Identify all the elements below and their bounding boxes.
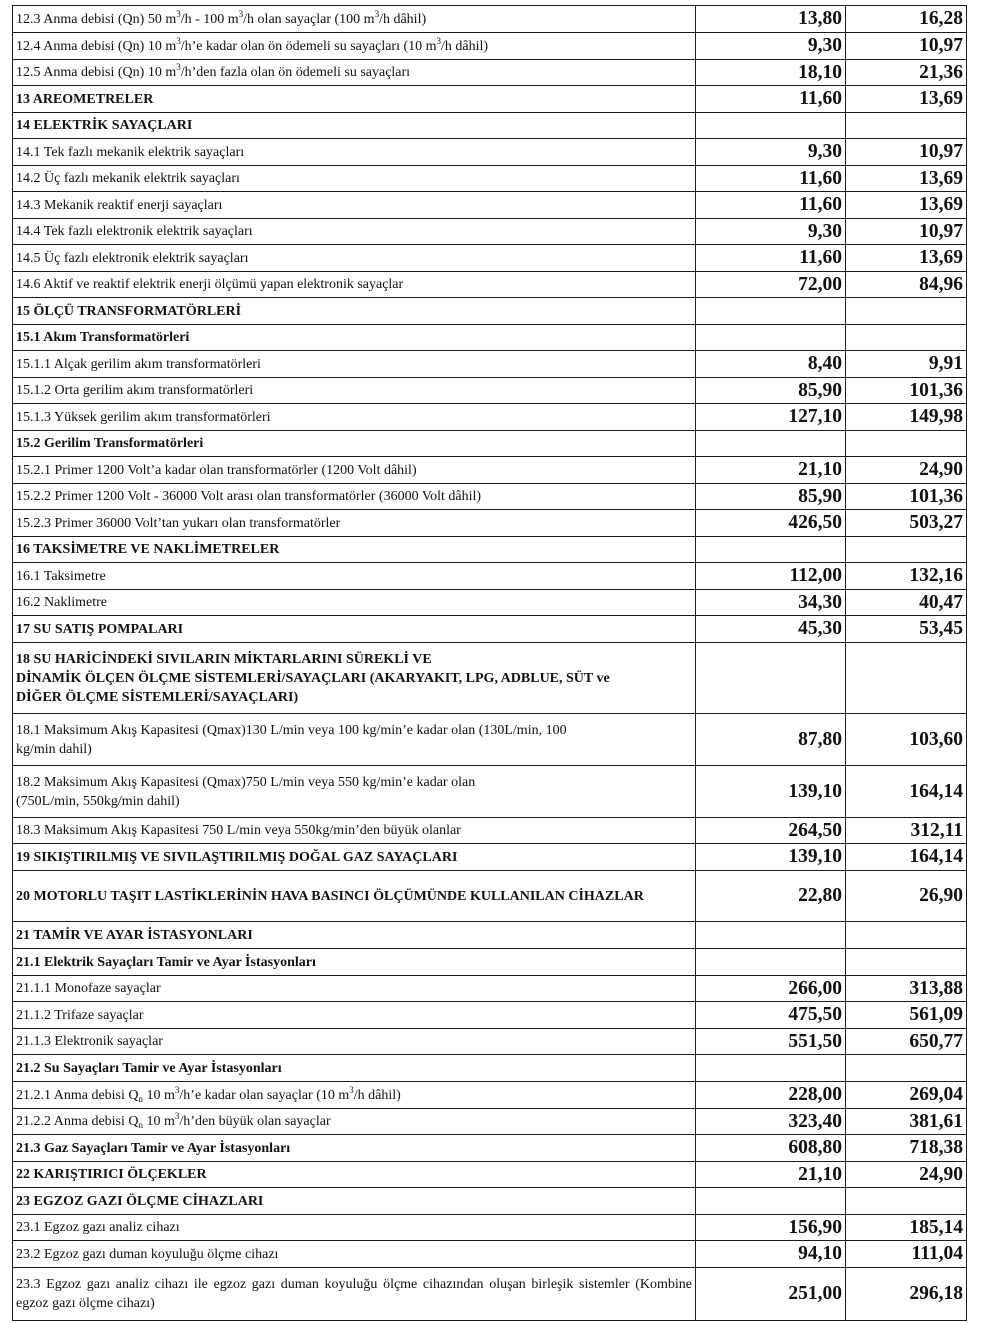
fee-value (696, 922, 846, 949)
table-row-16-1 (13, 563, 967, 590)
table-row-23 (13, 1188, 967, 1215)
fee-table (12, 5, 967, 1321)
table-row-15-2-1 (13, 457, 967, 484)
table-row-18-3 (13, 818, 967, 844)
item-description: 12.3 Anma debisi (Qn) 50 $m^3/h - 100$ $m^3/h$ olan sayaçlar (100 $m^3/h$ dâhil) (13, 6, 696, 33)
fee-value: 139,10 (696, 766, 846, 818)
fee-value: 475,50 (696, 1002, 846, 1029)
item-description: 15.2 Gerilim Transformatörleri (13, 431, 696, 457)
fee-value: 156,90 (696, 1215, 846, 1241)
fee-value-with-vat: 103,60 (846, 714, 967, 766)
fee-value-with-vat: 650,77 (846, 1029, 967, 1055)
item-description: 20 MOTORLU TAŞIT LASTİKLERİNİN HAVA BASINCI ÖLÇÜMÜNDE KULLANILAN CİHAZLAR (13, 871, 696, 922)
table-row-15-2-2 (13, 484, 967, 510)
fee-value-with-vat: 40,47 (846, 590, 967, 616)
table-row-14 (13, 113, 967, 139)
fee-value-with-vat (846, 537, 967, 563)
table-row-19 (13, 844, 967, 871)
fee-value: 13,80 (696, 6, 846, 33)
item-description: 21.1.1 Monofaze sayaçlar (13, 976, 696, 1002)
table-row-21-1-2 (13, 1002, 967, 1029)
item-description: 17 SU SATIŞ POMPALARI (13, 616, 696, 643)
fee-value-with-vat: 21,36 (846, 60, 967, 86)
table-row-21-1 (13, 949, 967, 976)
item-description: 18.3 Maksimum Akış Kapasitesi 750 L/min veya 550kg/min’den büyük olanlar (13, 818, 696, 844)
table-row-23-3 (13, 1268, 967, 1321)
fee-value-with-vat (846, 298, 967, 325)
fee-value-with-vat (846, 643, 967, 714)
item-description: 21.1.3 Elektronik sayaçlar (13, 1029, 696, 1055)
fee-value (696, 113, 846, 139)
item-description: 21 TAMİR VE AYAR İSTASYONLARI (13, 922, 696, 949)
fee-value: 112,00 (696, 563, 846, 590)
fee-value: 11,60 (696, 245, 846, 272)
fee-value: 9,30 (696, 33, 846, 60)
fee-value (696, 949, 846, 976)
table-row-15-1-1 (13, 351, 967, 378)
fee-value (696, 537, 846, 563)
fee-value (696, 643, 846, 714)
fee-value (696, 1188, 846, 1215)
table-row-22 (13, 1162, 967, 1188)
fee-value-with-vat: 26,90 (846, 871, 967, 922)
item-description: 14.4 Tek fazlı elektronik elektrik sayaçları (13, 219, 696, 245)
fee-value-with-vat: 13,69 (846, 245, 967, 272)
item-description: 18 SU HARİCİNDEKİ SIVILARIN MİKTARLARINI SÜREKLİ VE DİNAMİK ÖLÇEN ÖLÇME SİSTEMLERİ/SAYAÇLARI (AKARYAKIT, LPG, ADBLUE, SÜT ve DİĞER ÖLÇME SİSTEMLERİ/SAYAÇLARI) (13, 643, 696, 714)
fee-value-with-vat: 149,98 (846, 404, 967, 431)
fee-value: 85,90 (696, 378, 846, 404)
item-description: 18.2 Maksimum Akış Kapasitesi (Qmax)750 L/min veya 550 kg/min’e kadar olan (750L/min, 550kg/min dahil) (13, 766, 696, 818)
fee-value-with-vat (846, 113, 967, 139)
fee-value: 21,10 (696, 457, 846, 484)
fee-value-with-vat: 269,04 (846, 1082, 967, 1109)
fee-value: 11,60 (696, 166, 846, 192)
fee-value-with-vat: 13,69 (846, 166, 967, 192)
table-row-18-1 (13, 714, 967, 766)
item-description: 16 TAKSİMETRE VE NAKLİMETRELER (13, 537, 696, 563)
fee-value-with-vat: 9,91 (846, 351, 967, 378)
table-row-13 (13, 86, 967, 113)
fee-value-with-vat: 53,45 (846, 616, 967, 643)
item-description: 15.2.2 Primer 1200 Volt - 36000 Volt arası olan transformatörler (36000 Volt dâhil) (13, 484, 696, 510)
fee-value: 266,00 (696, 976, 846, 1002)
table-row-15-2 (13, 431, 967, 457)
fee-value: 87,80 (696, 714, 846, 766)
fee-value-with-vat (846, 325, 967, 351)
fee-value: 34,30 (696, 590, 846, 616)
table-row-12-3 (13, 6, 967, 33)
table-row-21-1-3 (13, 1029, 967, 1055)
item-description: 21.1.2 Trifaze sayaçlar (13, 1002, 696, 1029)
table-row-14-4 (13, 219, 967, 245)
fee-value: 228,00 (696, 1082, 846, 1109)
fee-value-with-vat (846, 949, 967, 976)
fee-value-with-vat (846, 922, 967, 949)
item-description: 16.2 Naklimetre (13, 590, 696, 616)
item-description: 15.1 Akım Transformatörleri (13, 325, 696, 351)
table-row-21-3 (13, 1135, 967, 1162)
table-row-21-1-1 (13, 976, 967, 1002)
fee-value-with-vat: 84,96 (846, 272, 967, 298)
fee-value: 139,10 (696, 844, 846, 871)
fee-value-with-vat: 132,16 (846, 563, 967, 590)
item-description: 23.2 Egzoz gazı duman koyuluğu ölçme cihazı (13, 1241, 696, 1268)
item-description: 12.5 Anma debisi (Qn) 10 $m^3/h’den$ fazla olan ön ödemeli su sayaçları (13, 60, 696, 86)
fee-value-with-vat: 13,69 (846, 86, 967, 113)
table-row-12-4 (13, 33, 967, 60)
item-description: 14.2 Üç fazlı mekanik elektrik sayaçları (13, 166, 696, 192)
table-row-21-2-2 (13, 1109, 967, 1135)
table-row-23-1 (13, 1215, 967, 1241)
fee-value-with-vat: 312,11 (846, 818, 967, 844)
fee-value: 72,00 (696, 272, 846, 298)
item-description: 13 AREOMETRELER (13, 86, 696, 113)
table-row-14-3 (13, 192, 967, 219)
fee-value: 426,50 (696, 510, 846, 537)
table-row-14-6 (13, 272, 967, 298)
fee-value: 9,30 (696, 139, 846, 166)
fee-value: 21,10 (696, 1162, 846, 1188)
item-description: 15.1.2 Orta gerilim akım transformatörleri (13, 378, 696, 404)
item-description: 21.1 Elektrik Sayaçları Tamir ve Ayar İstasyonları (13, 949, 696, 976)
item-description: 15.1.3 Yüksek gerilim akım transformatörleri (13, 404, 696, 431)
fee-value-with-vat: 10,97 (846, 33, 967, 60)
fee-value: 9,30 (696, 219, 846, 245)
fee-value: 127,10 (696, 404, 846, 431)
item-description: 15.1.1 Alçak gerilim akım transformatörleri (13, 351, 696, 378)
fee-value: 8,40 (696, 351, 846, 378)
fee-value: 323,40 (696, 1109, 846, 1135)
table-row-15-1-3 (13, 404, 967, 431)
item-description: 19 SIKIŞTIRILMIŞ VE SIVILAŞTIRILMIŞ DOĞAL GAZ SAYAÇLARI (13, 844, 696, 871)
item-description: 15 ÖLÇÜ TRANSFORMATÖRLERİ (13, 298, 696, 325)
item-description: 23.1 Egzoz gazı analiz cihazı (13, 1215, 696, 1241)
item-description: 21.2.2 Anma debisi $Q_n$ 10 $m^3/h’den$ büyük olan sayaçlar (13, 1109, 696, 1135)
item-description: 12.4 Anma debisi (Qn) 10 $m^3/h’e$ kadar olan ön ödemeli su sayaçları (10 $m^3/h$ dâhil) (13, 33, 696, 60)
fee-value: 45,30 (696, 616, 846, 643)
fee-value-with-vat: 561,09 (846, 1002, 967, 1029)
table-row-15 (13, 298, 967, 325)
fee-value: 11,60 (696, 192, 846, 219)
fee-value-with-vat: 10,97 (846, 219, 967, 245)
fee-value-with-vat (846, 431, 967, 457)
fee-value-with-vat: 16,28 (846, 6, 967, 33)
item-description: 21.2.1 Anma debisi $Q_n$ 10 $m^3/h’e$ kadar olan sayaçlar (10 $m^3/h$ dâhil) (13, 1082, 696, 1109)
fee-value-with-vat: 718,38 (846, 1135, 967, 1162)
fee-value-with-vat: 101,36 (846, 378, 967, 404)
table-row-16-2 (13, 590, 967, 616)
table-row-23-2 (13, 1241, 967, 1268)
fee-value: 551,50 (696, 1029, 846, 1055)
fee-value-with-vat: 101,36 (846, 484, 967, 510)
item-description: 21.3 Gaz Sayaçları Tamir ve Ayar İstasyonları (13, 1135, 696, 1162)
fee-value (696, 298, 846, 325)
item-description: 14.6 Aktif ve reaktif elektrik enerji ölçümü yapan elektronik sayaçlar (13, 272, 696, 298)
item-description: 15.2.3 Primer 36000 Volt’tan yukarı olan transformatörler (13, 510, 696, 537)
fee-value: 94,10 (696, 1241, 846, 1268)
fee-value-with-vat: 24,90 (846, 457, 967, 484)
item-description: 22 KARIŞTIRICI ÖLÇEKLER (13, 1162, 696, 1188)
fee-value-with-vat (846, 1188, 967, 1215)
fee-value: 18,10 (696, 60, 846, 86)
table-row-14-1 (13, 139, 967, 166)
fee-value (696, 325, 846, 351)
table-row-18-2 (13, 766, 967, 818)
table-row-15-1-2 (13, 378, 967, 404)
fee-value: 264,50 (696, 818, 846, 844)
table-row-18 (13, 643, 967, 714)
item-description: 23.3 Egzoz gazı analiz cihazı ile egzoz gazı duman koyuluğu ölçme cihazından oluşan birleşik sistemler (Kombine egzoz gazı ölçme cihazı) (13, 1268, 696, 1321)
fee-value-with-vat: 381,61 (846, 1109, 967, 1135)
fee-table-body (13, 6, 967, 1321)
fee-value-with-vat: 185,14 (846, 1215, 967, 1241)
item-description: 16.1 Taksimetre (13, 563, 696, 590)
table-row-21-2-1 (13, 1082, 967, 1109)
table-row-16 (13, 537, 967, 563)
table-row-14-5 (13, 245, 967, 272)
fee-value-with-vat: 13,69 (846, 192, 967, 219)
fee-value: 85,90 (696, 484, 846, 510)
item-description: 15.2.1 Primer 1200 Volt’a kadar olan transformatörler (1200 Volt dâhil) (13, 457, 696, 484)
table-row-21-2 (13, 1055, 967, 1082)
fee-value-with-vat: 503,27 (846, 510, 967, 537)
table-row-15-2-3 (13, 510, 967, 537)
fee-value: 22,80 (696, 871, 846, 922)
item-description: 14 ELEKTRİK SAYAÇLARI (13, 113, 696, 139)
fee-value-with-vat: 24,90 (846, 1162, 967, 1188)
item-description: 14.1 Tek fazlı mekanik elektrik sayaçları (13, 139, 696, 166)
fee-value-with-vat: 164,14 (846, 766, 967, 818)
fee-value-with-vat (846, 1055, 967, 1082)
item-description: 18.1 Maksimum Akış Kapasitesi (Qmax)130 L/min veya 100 kg/min’e kadar olan (130L/min, 100 kg/min dahil) (13, 714, 696, 766)
item-description: 23 EGZOZ GAZI ÖLÇME CİHAZLARI (13, 1188, 696, 1215)
table-row-12-5 (13, 60, 967, 86)
fee-value-with-vat: 111,04 (846, 1241, 967, 1268)
table-row-17 (13, 616, 967, 643)
fee-value (696, 431, 846, 457)
fee-value: 11,60 (696, 86, 846, 113)
fee-value: 251,00 (696, 1268, 846, 1321)
fee-value: 608,80 (696, 1135, 846, 1162)
fee-value-with-vat: 164,14 (846, 844, 967, 871)
item-description: 21.2 Su Sayaçları Tamir ve Ayar İstasyonları (13, 1055, 696, 1082)
table-row-21 (13, 922, 967, 949)
fee-value-with-vat: 313,88 (846, 976, 967, 1002)
item-description: 14.5 Üç fazlı elektronik elektrik sayaçları (13, 245, 696, 272)
table-row-14-2 (13, 166, 967, 192)
table-row-15-1 (13, 325, 967, 351)
fee-value-with-vat: 296,18 (846, 1268, 967, 1321)
fee-value (696, 1055, 846, 1082)
fee-value-with-vat: 10,97 (846, 139, 967, 166)
item-description: 14.3 Mekanik reaktif enerji sayaçları (13, 192, 696, 219)
table-row-20 (13, 871, 967, 922)
